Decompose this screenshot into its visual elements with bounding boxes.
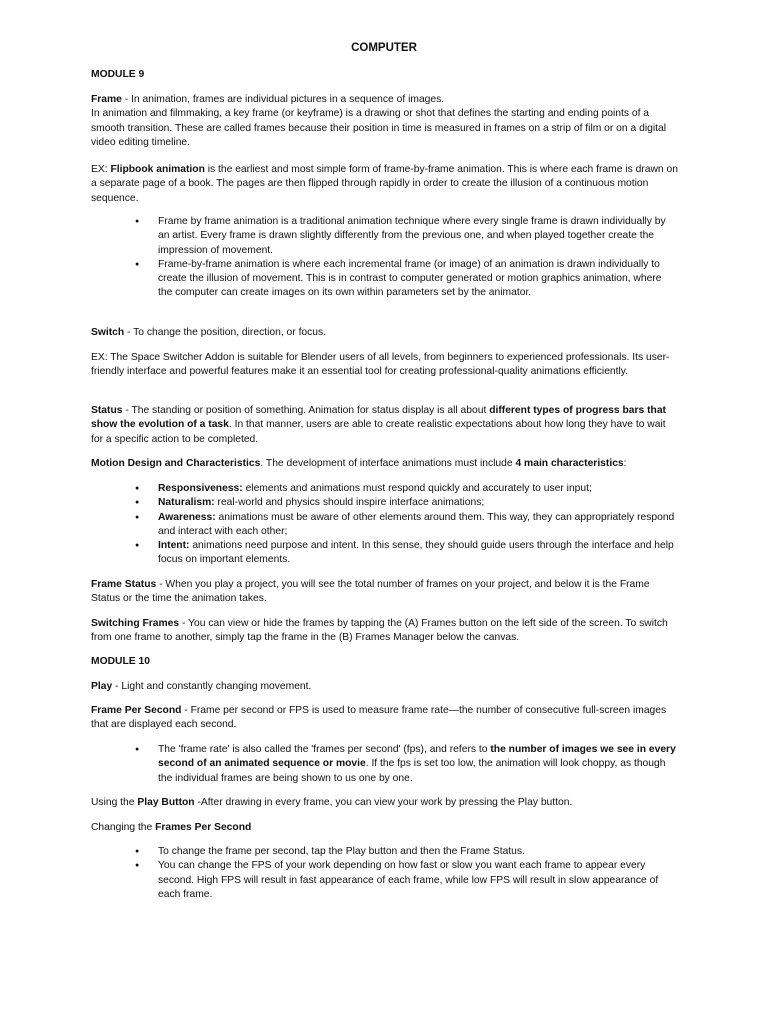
switching-frames-paragraph <box>91 617 678 646</box>
changing-fps-term: Frames Per Second <box>155 822 252 833</box>
characteristic-term: Awareness: <box>158 511 216 523</box>
motion-design-text: . The development of interface animations must include <box>260 458 516 469</box>
frame-status-definition: - When you play a project, you will see the total number of frames on your project, and below it is the Frame Status or the time the animation takes. <box>91 579 650 605</box>
play-definition: - Light and constantly changing movement. <box>112 681 312 692</box>
example-prefix: EX: <box>91 164 111 175</box>
motion-design-paragraph <box>91 457 678 471</box>
list-item <box>91 511 678 540</box>
changing-fps-list <box>91 845 678 902</box>
play-button-prefix: Using the <box>91 797 138 808</box>
fps-bullet-bold-text: the number of images we see in every second of an animated sequence or movie <box>158 744 676 770</box>
list-item <box>91 496 678 510</box>
frame-status-paragraph <box>91 578 678 607</box>
characteristic-term: Intent: <box>158 540 190 552</box>
play-term: Play <box>91 681 113 692</box>
characteristic-description: real-world and physics should inspire interface animations; <box>214 497 485 509</box>
list-item: ● Frame by frame animation is a traditional animation technique where every single frame is drawn individually by an artist. Every frame is drawn slightly differently from the previous one, and when played together create the impression of movement. <box>91 215 678 258</box>
flipbook-term: Flipbook animation <box>110 164 205 175</box>
fps-bullet-rest-text: . If the fps is set too low, the animation will look choppy, as though the individual frames are being shown to us one by one. <box>158 758 666 784</box>
flipbook-paragraph <box>91 163 678 206</box>
characteristic-term: Responsiveness: <box>158 483 243 494</box>
play-button-paragraph <box>91 796 678 810</box>
fps-bullet-text: The 'frame rate' is also called the 'frames per second' (fps), and refers to <box>158 744 491 755</box>
status-term: Status <box>91 405 123 416</box>
module-10-heading: MODULE 10 <box>91 656 150 667</box>
switch-definition: - To change the position, direction, or focus. <box>124 327 327 338</box>
fps-bullet-list <box>91 743 678 786</box>
module-9-heading: MODULE 9 <box>91 69 145 80</box>
play-button-text: -After drawing in every frame, you can view your work by pressing the Play button. <box>194 797 573 808</box>
play-paragraph <box>91 680 678 694</box>
fps-term: Frame Per Second <box>91 705 182 716</box>
switch-paragraph <box>91 326 678 340</box>
frame-paragraph <box>91 93 678 150</box>
status-definition: - The standing or position of something. Animation for status display is all about <box>122 405 490 416</box>
characteristic-description: animations must be aware of other elements around them. This way, they can appropriately respond and interact with each other; <box>158 511 675 537</box>
switching-frames-definition: - You can view or hide the frames by tapping the (A) Frames button on the left side of the screen. To switch from one frame to another, simply tap the frame in the (B) Frames Manager below the canvas. <box>91 618 668 644</box>
fps-definition: - Frame per second or FPS is used to measure frame rate—the number of consecutive full-screen images that are displayed each second. <box>91 705 667 731</box>
flipbook-text: is the earliest and most simple form of frame-by-frame animation. This is where each frame is drawn on a separate page of a book. The pages are then flipped through rapidly in order to create the illusion of a continuous motion sequence. <box>91 164 678 204</box>
list-item <box>91 743 678 786</box>
main-characteristics-text: 4 main characteristics <box>515 458 624 469</box>
list-item: ● You can change the FPS of your work depending on how fast or slow you want each frame to appear every second. High FPS will result in fast appearance of each frame, while low FPS will result in slow appearance of each frame. <box>91 859 678 902</box>
list-item: ● To change the frame per second, tap the Play button and then the Frame Status. <box>91 845 678 859</box>
list-item <box>91 539 678 568</box>
characteristics-list <box>91 482 678 568</box>
list-item: ● Frame-by-frame animation is where each incremental frame (or image) of an animation is drawn individually to create the illusion of movement. This is in contrast to computer generated or motion graphics animation, where the computer can create images on its own within parameters set by the animator. <box>91 258 678 301</box>
switch-term: Switch <box>91 327 125 338</box>
play-button-term: Play Button <box>137 797 195 808</box>
switching-frames-term: Switching Frames <box>91 618 180 629</box>
status-rest-text: . In that manner, users are able to create realistic expectations about how long they have to wait for a specific action to be completed. <box>91 419 666 445</box>
characteristic-description: animations need purpose and intent. In this sense, they should guide users through the interface and help focus on important elements. <box>158 540 674 566</box>
fps-paragraph <box>91 704 678 733</box>
status-bold-text: different types of progress bars that show the evolution of a task <box>91 405 666 431</box>
list-item <box>91 482 678 496</box>
frame-term: Frame <box>91 94 122 105</box>
characteristic-term: Naturalism: <box>158 497 215 509</box>
keyframe-explanation: In animation and filmmaking, a key frame (or keyframe) is a drawing or shot that defines the starting and ending points of a smooth transition. These are called frames because their position in time is measured in frames on a strip of film or on a digital video editing timeline. <box>91 108 666 148</box>
motion-design-end: : <box>623 458 627 469</box>
frame-bullet-list <box>91 215 678 301</box>
space-switcher-paragraph: EX: The Space Switcher Addon is suitable for Blender users of all levels, from beginners to experienced professionals. Its user-friendly interface and powerful features make it an essential tool for creating professional-quality animations efficiently. <box>91 352 670 378</box>
frame-definition: - In animation, frames are individual pictures in a sequence of images. <box>121 94 445 105</box>
frame-status-term: Frame Status <box>91 579 157 590</box>
document-title: COMPUTER <box>351 42 417 54</box>
status-paragraph <box>91 404 678 447</box>
changing-fps-prefix: Changing the <box>91 822 156 833</box>
changing-fps-heading <box>91 821 678 835</box>
motion-design-term: Motion Design and Characteristics <box>91 458 261 469</box>
characteristic-description: elements and animations must respond quickly and accurately to user input; <box>242 483 592 494</box>
